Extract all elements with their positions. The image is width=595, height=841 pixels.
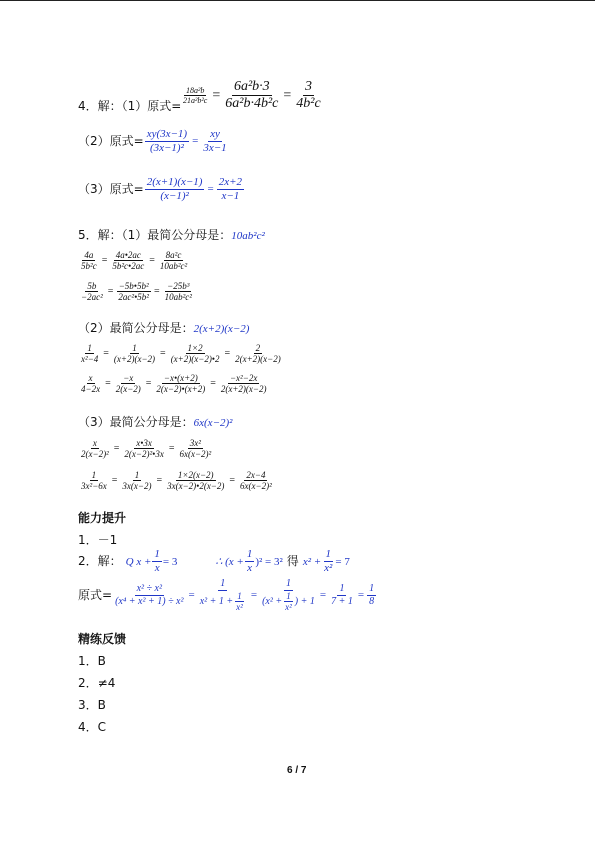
q5-row1: $\frac{4a}{\text{5b²c}}$ = $\frac{4a•2ac}{\text{5b²c•2ac}}$ = $\frac{\text{8a²c}}{\text{10ab²c²}}$ xyxy=(81,250,188,272)
q4-p1-frac2: $\frac{\text{6a²b·3}}{\text{6a²b·4b²c}}$ xyxy=(225,79,279,112)
ability-q2-line: 2．解： Q x + $\frac{1}{x}$ = 3 ∴ (x + $\frac{1}{x}$ )² = 3² 得 x² + $\frac{1}{\text{x²}}$ = 7 xyxy=(78,548,350,574)
q5-p2-label: （2）最简公分母是： xyxy=(78,321,194,335)
section-heading-ability: 能力提升 xyxy=(78,511,127,525)
q4-p3-line xyxy=(78,176,245,202)
q5-row6: $\frac{1}{\text{3x²−6x}}$ = $\frac{1}{3x(x-2)}$ = $\frac{1\times 2(x-2)}{3x(x-2)•2(x-2)}$ = $\frac{2x-4}{\text{6x(x−2)²}}$ xyxy=(81,470,272,492)
q4-label: 4．解：（1）原式= xyxy=(78,99,182,113)
q5-row3: $\frac{1}{\text{x²−4}}$ = $\frac{1}{(x+2)(x-2)}$ = $\frac{1\times 2}{(x+2)(x-2)•2}$ = $\frac{2}{2(x+2)(x-2)}$ xyxy=(81,343,281,365)
q4-p2-label: （2）原式= xyxy=(78,133,144,148)
feedback-item: 4．C xyxy=(78,720,107,734)
top-rule xyxy=(0,0,595,1)
q4-p2-frac2: $\frac{xy}{3x-1}$ xyxy=(203,128,227,154)
section-heading-feedback: 精练反馈 xyxy=(78,632,127,646)
equals-sign: = xyxy=(283,87,292,103)
q4-p2-frac1: $\frac{xy(3x-1)}{\text{(3x−1)²}}$ xyxy=(146,128,188,154)
q4-p1-frac3: $\frac{3}{\text{4b²c}}$ xyxy=(296,79,321,112)
q4-p2-line xyxy=(78,128,230,154)
feedback-item: 2．≠4 xyxy=(78,676,116,690)
q5-p3-line xyxy=(78,413,232,431)
q4-p3-label: （3）原式= xyxy=(78,181,144,196)
q4-p1-expression xyxy=(180,79,324,112)
feedback-item: 1．B xyxy=(78,654,106,668)
feedback-item: 3．B xyxy=(78,698,106,712)
q4-p1-frac1: $\frac{\text{18a²b}}{\text{21a²b²c}}$ xyxy=(183,85,208,106)
equals-sign: = xyxy=(192,135,199,148)
q5-lcd3: 6x(x−2)² xyxy=(193,417,233,429)
q5-p1-line xyxy=(78,226,265,244)
q5-lcd2: 2(x+2)(x−2) xyxy=(193,323,250,335)
q5-p3-label: （3）最简公分母是： xyxy=(78,415,194,429)
q5-p2-line xyxy=(78,319,249,337)
equals-sign: = xyxy=(212,87,221,103)
q4-p3-frac2: $\frac{2x+2}{x-1}$ xyxy=(218,176,242,202)
page-number: 6 / 7 xyxy=(287,765,307,776)
ability-orig-expression: 原式= $\frac{\text{x² ÷ x²}}{\text{(x⁴ + x² + 1) ÷ x²}}$ = 1 x² + 1 + $\frac{1}{\text{x²}}$ = 1 (x² + $\frac{1}{\text{x²}}$ ) + 1 = $\frac{1}{7 + 1}$ = $\frac{1}{8}$ xyxy=(78,578,375,612)
q5-row4: $\frac{x}{4-2x}$ = $\frac{-x}{2(x-2)}$ = $\frac{-x•(x+2)}{2(x-2)•(x+2)}$ = $\frac{\text{−x²−2x}}{2(x+2)(x-2)}$ xyxy=(81,373,267,395)
q5-lcd1: 10ab²c² xyxy=(231,230,265,242)
equals-sign: = xyxy=(207,183,214,196)
q5-label: 5．解：（1）最简公分母是： xyxy=(78,228,232,242)
q5-row5: $\frac{x}{\text{2(x−2)²}}$ = $\frac{x•3x}{\text{2(x−2)²•3x}}$ = $\frac{\text{3x²}}{\text{6x(x−2)²}}$ xyxy=(81,438,212,460)
q5-row2: $\frac{5b}{\text{−2ac²}}$ = $\frac{\text{−5b•5b²}}{\text{2ac²•5b²}}$ = $\frac{\text{−25b³}}{\text{10ab²c²}}$ xyxy=(81,281,193,303)
q4-p3-frac1: $\frac{2(x+1)(x-1)}{\text{(x−1)²}}$ xyxy=(146,176,203,202)
ability-q1: 1．－1 xyxy=(78,533,118,547)
